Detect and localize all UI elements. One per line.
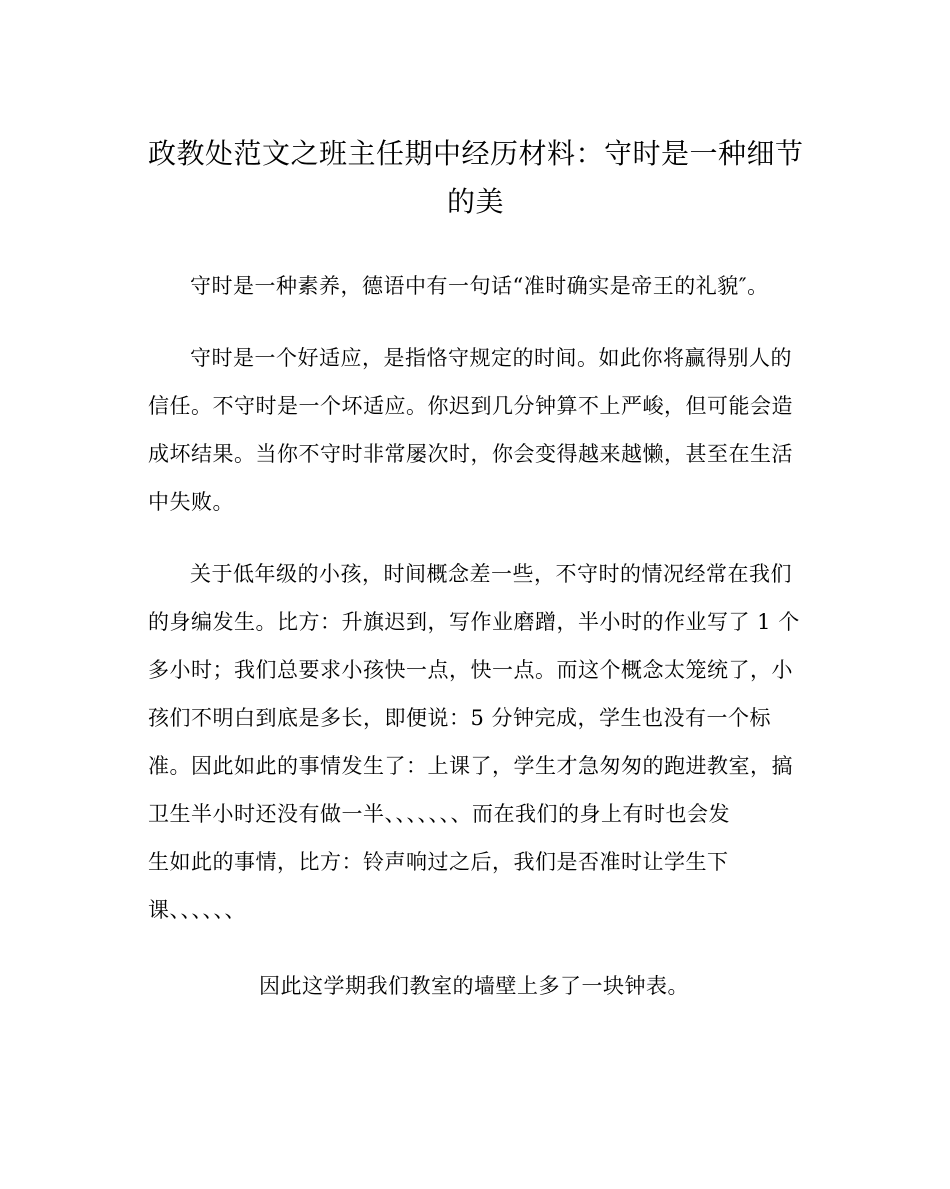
paragraph-1	[148, 262, 800, 310]
paragraph-line: 卫生半小时还没有做一半、、、、、、、而在我们的身上有时也会发	[148, 802, 730, 826]
paragraph-4	[148, 962, 800, 1010]
paragraph-line: 孩们不明白到底是多长，即便说：5 分钟完成，学生也没有一个标	[148, 706, 772, 730]
paragraph-line: 的身编发生。比方：升旗迟到，写作业磨蹭，半小时的作业写了 1 个	[148, 610, 800, 634]
paragraph-line: 多小时；我们总要求小孩快一点，快一点。而这个概念太笼统了，小	[148, 658, 793, 682]
paragraph-2	[148, 334, 800, 526]
paragraph-line: 因此这学期我们教室的墙壁上多了一块钟表。	[259, 974, 689, 998]
paragraph-line: 准。因此如此的事情发生了：上课了，学生才急匆匆的跑进教室，搞	[148, 754, 793, 778]
title-line: 政教处范文之班主任期中经历材料：守时是一种细节	[148, 137, 804, 170]
title-line: 的美	[446, 185, 504, 218]
paragraph-line: 守时是一个好适应，是指恪守规定的时间。如此你将赢得别人的	[190, 346, 792, 370]
document-title	[148, 130, 803, 226]
paragraph-line: 中失败。	[148, 490, 234, 514]
paragraph-line: 守时是一种素养，德语中有一句话“准时确实是帝王的礼貌″。	[190, 274, 769, 298]
paragraph-line: 信任。不守时是一个坏适应。你迟到几分钟算不上严峻，但可能会造	[148, 394, 793, 418]
paragraph-line: 关于低年级的小孩，时间概念差一些，不守时的情况经常在我们	[190, 562, 792, 586]
paragraph-3	[148, 550, 800, 934]
paragraph-line: 生如此的事情，比方：铃声响过之后，我们是否准时让学生下	[148, 850, 729, 874]
paragraph-line: 成坏结果。当你不守时非常屡次时，你会变得越来越懒，甚至在生活	[148, 442, 793, 466]
paragraph-line: 课、、、、、、	[148, 898, 246, 922]
